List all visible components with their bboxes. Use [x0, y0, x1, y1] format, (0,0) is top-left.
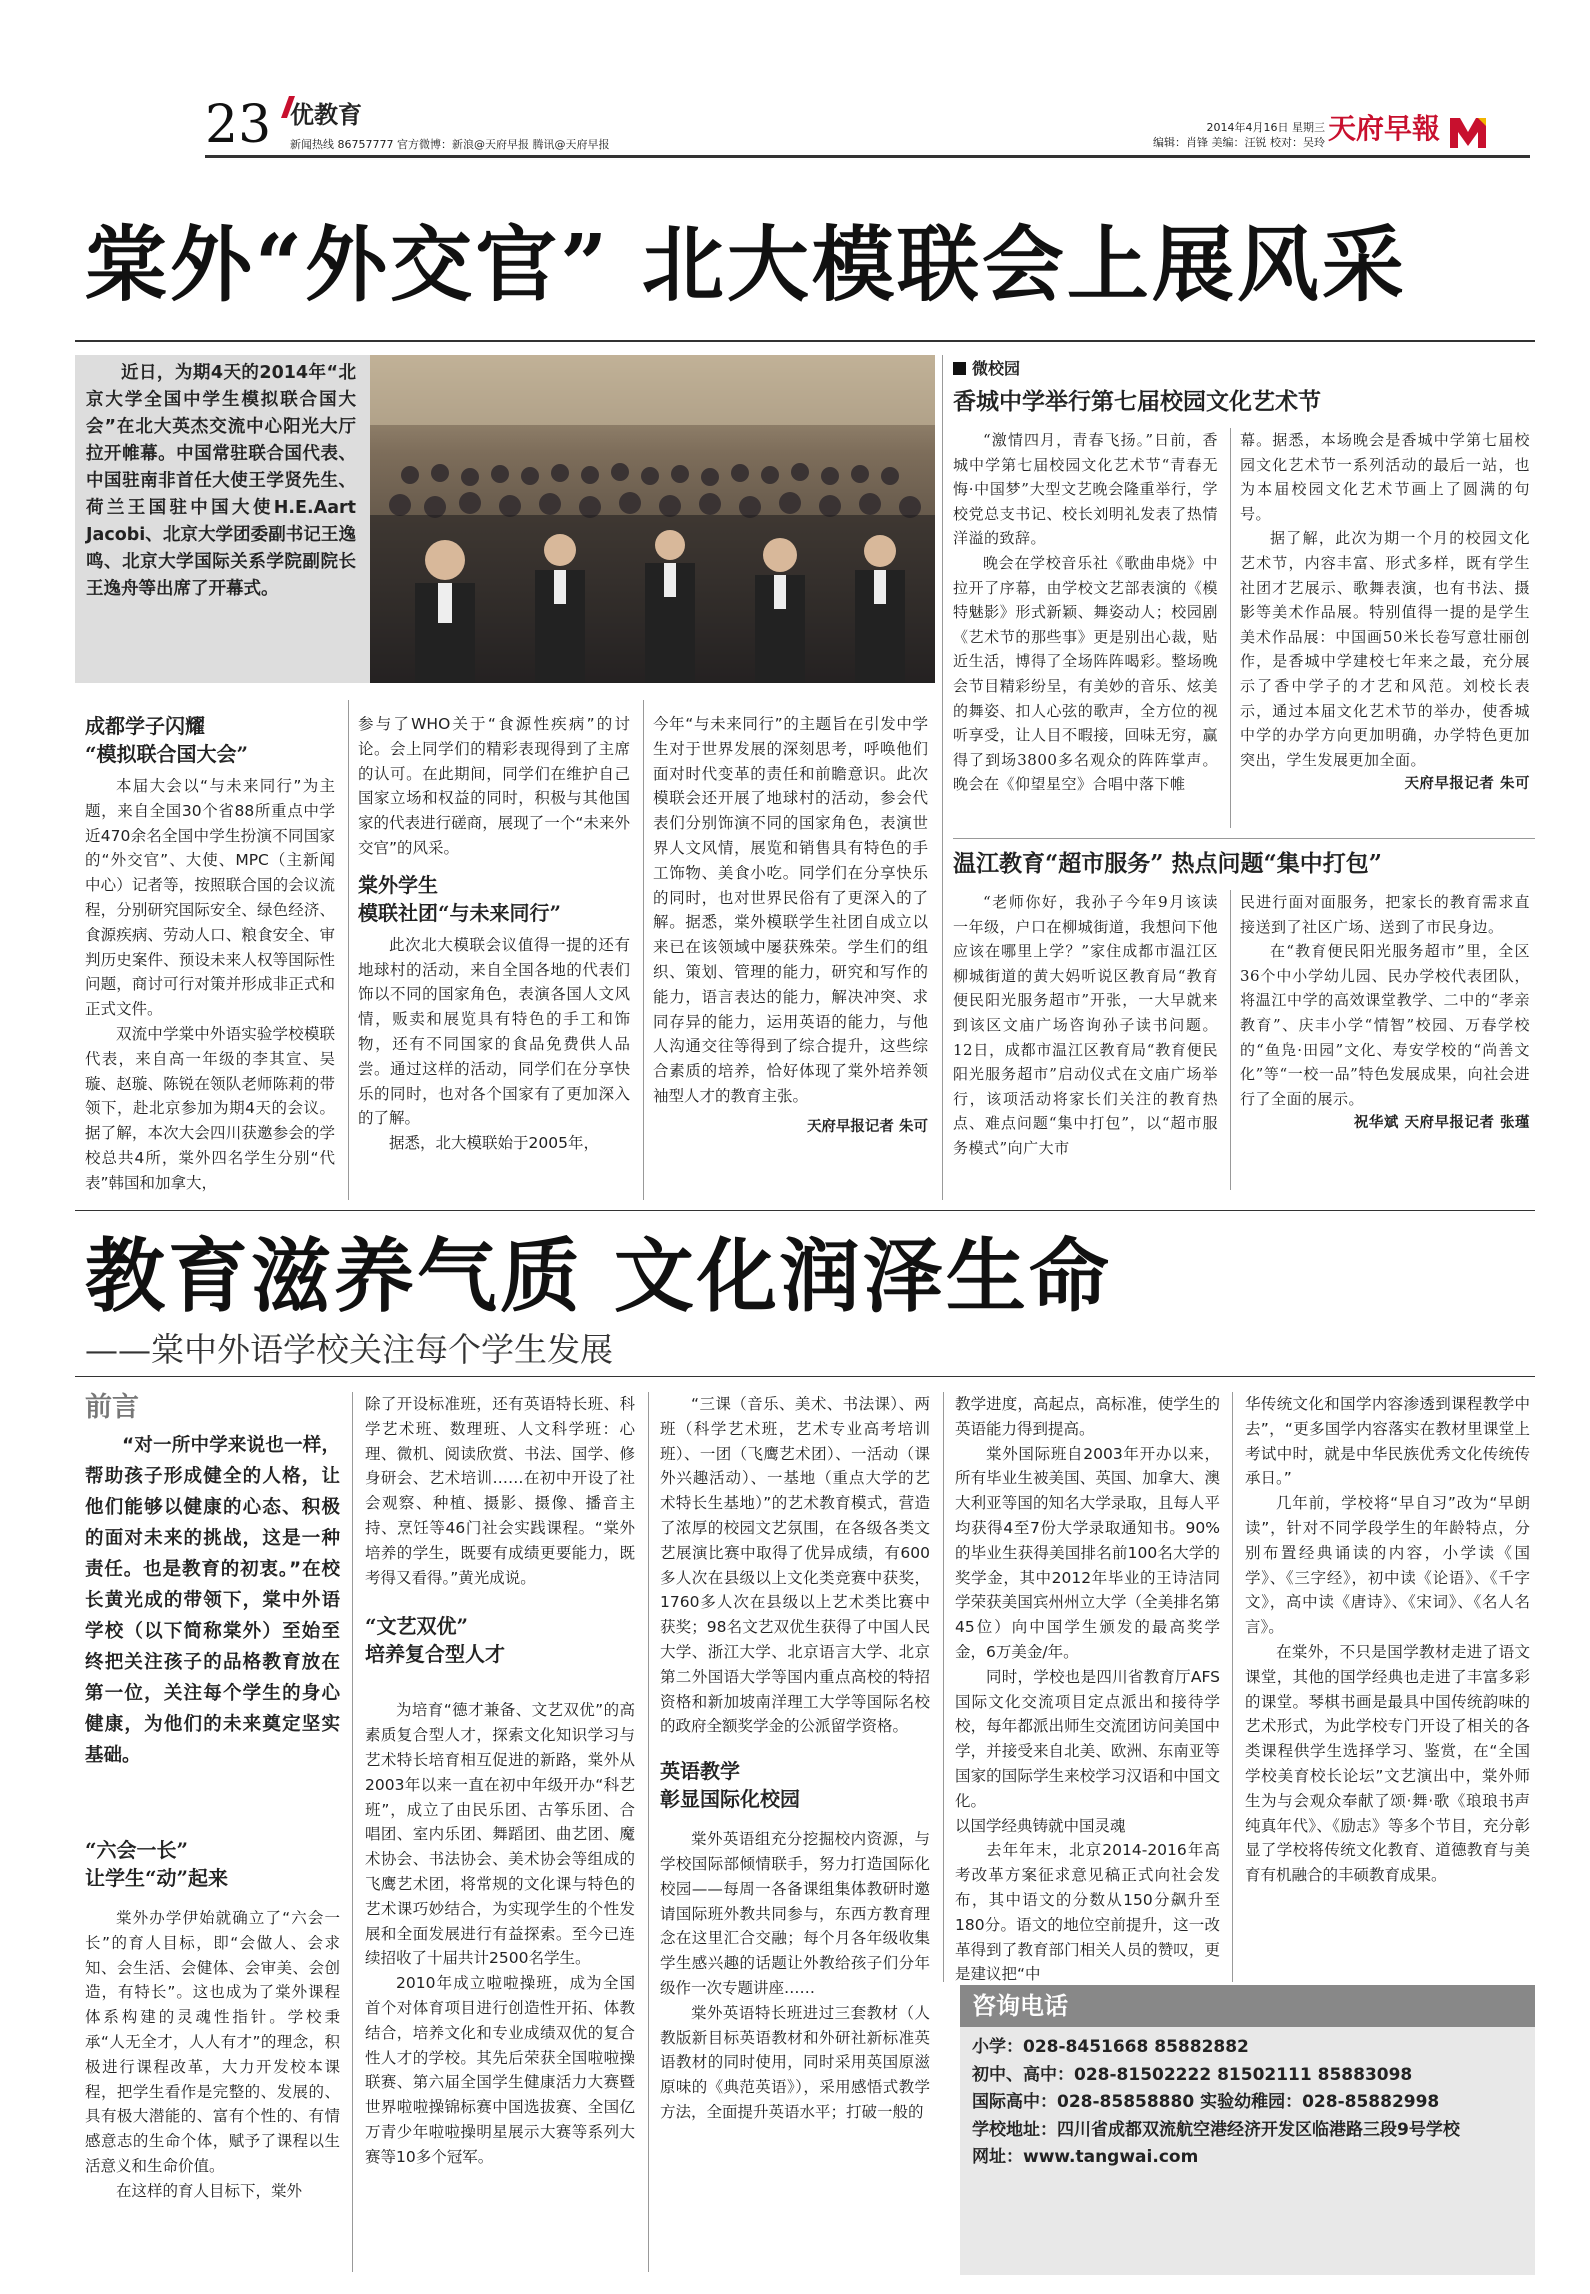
- article2-column-4: [955, 1392, 1220, 1987]
- subhead: 模联社团“与未来同行”: [358, 900, 562, 925]
- paragraph: “三课（音乐、美术、书法课）、两班（科学艺术班，艺术专业高考培训班）、一团（飞鹰艺术团）、一活动（课外兴趣活动）、一基地（重点大学的艺术特长生基地）”的艺术教育模式，营造了浓厚的校园文艺氛围，在各级各类文艺展演比赛中取得了优异成绩，有600多人次在县级以上文化类竞赛中获奖，1760多人次在县级以上艺术类比赛中获奖；98名文艺双优生获得了中国人民大学、浙江大学、北京语言大学、北京第二外国语大学等国内重点高校的特招资格和新加坡南洋理工大学等国际名校的政府全额奖学金的公派留学资格。: [660, 1395, 930, 1736]
- paragraph: 棠外英语组充分挖掘校内资源，与学校国际部倾情联手，努力打造国际化校园——每周一各备课组集体教研时邀请国际班外教共同参与，东西方教育理念在这里汇合交融；每个月各年级收集学生感兴趣的话题让外教给孩子们分年级作一次专题讲座……: [660, 1830, 930, 1997]
- byline: 天府早报记者 朱可: [806, 1118, 928, 1135]
- micro-campus-tag: 微校园: [953, 358, 1020, 380]
- paragraph: 晚会在学校音乐社《歌曲串烧》中拉开了序幕，由学校文艺部表演的《模特魅影》形式新颖、舞姿动人；校园剧《艺术节的那些事》更是别出心裁，贴近生活，博得了全场阵阵喝彩。整场晚会节目精彩纷呈，有美妙的音乐、炫美的舞姿、扣人心弦的歌声，全方位的视听享受，让人目不暇接，回味无穷，赢得了到场3800多名观众的阵阵掌声。晚会在《仰望星空》合唱中落下帷: [953, 553, 1218, 794]
- article1-column-3: [653, 712, 928, 1140]
- paragraph: 华传统文化和国学内容渗透到课程教学中去”，“更多国学内容落实在教材里课堂上考试中时，就是中华民族优秀文化传统传承日。”: [1245, 1395, 1530, 1488]
- subhead: 彰显国际化校园: [660, 1787, 800, 1812]
- column-divider: [1232, 1392, 1233, 1982]
- column-divider: [943, 1392, 944, 1982]
- column-divider: [942, 355, 943, 1200]
- wenjiang-title: 温江教育“超市服务” 热点问题“集中打包”: [953, 850, 1382, 877]
- lead-paragraph: 近日，为期4天的2014年“北京大学全国中学生模拟联合国大会”在北大英杰交流中心阳光大厅拉开帷幕。中国常驻联合国代表、中国驻南非首任大使王学贤先生、荷兰王国驻中国大使H.E.Aart Jacobi、北京大学团委副书记王逸鸣、北京大学国际关系学院副院长王逸舟等出席了开幕式。: [86, 363, 356, 599]
- subhead: 让学生“动”起来: [85, 1866, 229, 1890]
- header-rule: [205, 155, 1530, 158]
- subhead: “模拟联合国大会”: [85, 742, 249, 766]
- page-number: 23: [205, 95, 272, 155]
- paragraph: 在“教育便民阳光服务超市”里，全区36个中小学幼儿园、民办学校代表团队，将温江中学的高效课堂教学、二中的“孝亲教育”、庆丰小学“情智”校园、万春学校的“鱼凫·田园”文化、寿安学校的“尚善文化”等“一校一品”特色发展成果，向社会进行了全面的展示。: [1240, 942, 1530, 1108]
- paragraph: 在棠外，不只是国学教材走进了语文课堂，其他的国学经典也走进了丰富多彩的课堂。琴棋书画是最具中国传统韵味的艺术形式，为此学校专门开设了相关的各类课程供学生选择学习、鉴赏，在“全国学校美育校长论坛”文艺演出中，棠外师生为与会观众奉献了颂·舞·歌《琅琅书声纯真年代》、《励志》等多个节目，充分彰显了学校将传统文化教育、道德教育与美育有机融合的丰硕教育成果。: [1245, 1642, 1530, 1885]
- paragraph: 棠外国际班自2003年开办以来，所有毕业生被美国、英国、加拿大、澳大利亚等国的知名大学录取，且每人平均获得4至7份大学录取通知书。90%的毕业生获得美国排名前100名大学的奖学金，其中2012年毕业的王诗洁同学荣获美国宾州州立大学（全美排名第45位）向中国学生颁发的最高奖学金，6万美金/年。: [955, 1444, 1220, 1661]
- paragraph: 为培育“德才兼备、文艺双优”的高素质复合型人才，探索文化知识学习与艺术特长培育相互促进的新路，棠外从2003年以来一直在初中年级开办“科艺班”，成立了由民乐团、古筝乐团、合唱团、室内乐团、舞蹈团、曲艺团、魔术协会、书法协会、美术协会等组成的飞鹰艺术团，将常规的文化课与特色的艺术课巧妙结合，为实现学生的个性发展和全面发展进行有益探索。至今已连续招收了十届共计2500名学生。: [365, 1701, 635, 1968]
- paragraph: 民进行面对面服务，把家长的教育需求直接送到了社区广场、送到了市民身边。: [1240, 893, 1530, 936]
- brand-m-icon: [1448, 114, 1488, 150]
- contact-line: 初中、高中：028-81502222 81502111 85883098: [972, 2064, 1413, 2085]
- section-divider: [75, 1210, 1535, 1211]
- conference-photo-illustration: [370, 355, 935, 683]
- paragraph: 据悉，北大模联始于2005年，: [389, 1134, 599, 1153]
- article1-column-2: [358, 712, 630, 1156]
- preface-quote: “对一所中学来说也一样，帮助孩子形成健全的人格，让他们能够以健康的心态、积极的面对未来的挑战，这是一种责任。也是教育的初衷。”在校长黄光成的带领下，棠中外语学校（以下简称棠外）至始至终把关注孩子的品格教育放在第一位，关注每个学生的身心健康，为他们的未来奠定坚实基础。: [85, 1435, 340, 1766]
- editors-line: 编辑：肖锋 美编：汪锐 校对：吴玲: [1153, 136, 1325, 149]
- paragraph: 在这样的育人目标下，棠外: [116, 2181, 303, 2200]
- contact-details: [972, 2034, 1532, 2172]
- contact-line: 国际高中：028-85858880 实验幼稚园：028-85882998: [972, 2092, 1440, 2112]
- subhead: 成都学子闪耀: [85, 714, 205, 738]
- paragraph: 参与了WHO关于“食源性疾病”的讨论。会上同学们的精彩表现得到了主席的认可。在此期间，同学们在维护自己国家立场和权益的同时，积极与其他国家的代表进行磋商，展现了一个“未来外交官”的风采。: [358, 715, 630, 857]
- date-line: 2014年4月16日 星期三: [1206, 121, 1325, 134]
- headline-rule: [75, 1376, 1535, 1377]
- header-meta: [1153, 120, 1325, 150]
- headline-rule: [75, 340, 1535, 342]
- contact-line: 小学：028-8451668 85882882: [972, 2037, 1249, 2057]
- article2-column-2: [365, 1392, 635, 2170]
- inline-subhead: 以国学经典铸就中国灵魂: [955, 1816, 1126, 1835]
- subhead: “六会一长”: [85, 1838, 189, 1862]
- paragraph: 同时，学校也是四川省教育厅AFS国际文化交流项目定点派出和接待学校，每年都派出师生交流团访问美国中学，并接受来自北美、欧洲、东南亚等国家的国际学生来校学习汉语和中国文化。: [955, 1667, 1220, 1810]
- paragraph: 此次北大模联会议值得一提的还有地球村的活动，来自全国各地的代表们饰以不同的国家角色，表演各国人文风情，贩卖和展览具有特色的手工和饰物，还有不同国家的食品免费供人品尝。通过这样的活动，同学们在分享快乐的同时，也对各个国家有了更加深入的了解。: [358, 935, 630, 1128]
- micro-campus-column-1: [953, 428, 1218, 797]
- contact-title: 咨询电话: [960, 1985, 1535, 2027]
- paragraph: 双流中学棠中外语实验学校模联代表，来自高一年级的李其宣、吴璇、赵璇、陈锐在领队老师陈莉的带领下，赴北京参加为期4天的会议。据了解，本次大会四川获邀参会的学校总共4所，棠外四名学生分别“代表”韩国和加拿大，: [85, 1024, 335, 1192]
- column-divider: [348, 700, 349, 1200]
- paragraph: 据了解，此次为期一个月的校园文化艺术节，内容丰富、形式多样，既有学生社团才艺展示、歌舞表演，也有书法、摄影等美术作品展。特别值得一提的是学生美术作品展：中国画50米长卷写意壮丽创作，是香城中学建校七年来之最，充分展示了香中学子的才艺和风范。刘校长表示，通过本届文化艺术节的举办，使香城中学的办学方向更加明确，办学特色更加突出，学生发展更加全面。: [1240, 529, 1530, 769]
- wenjiang-column-2: [1240, 890, 1530, 1136]
- paragraph: 去年年末，北京2014-2016年高考改革方案征求意见稿正式向社会发布，其中语文的分数从150分飙升至180分。语文的地位空前提升，这一改革得到了教育部门相关人员的赞叹，更是建议把“中: [955, 1841, 1220, 1984]
- column-divider: [352, 1392, 353, 2272]
- subhead: “文艺双优”: [365, 1614, 469, 1639]
- paragraph: 几年前，学校将“早自习”改为“早朗读”，针对不同学段学生的年龄特点，分别布置经典诵读的内容，小学读《国学》、《三字经》，初中读《论语》、《千字文》，高中读《唐诗》、《宋词》、《名人名言》。: [1245, 1494, 1530, 1637]
- paragraph: 棠外英语特长班进过三套教材（人教版新目标英语教材和外研社新标准英语教材的同时使用，同时采用英国原滋原味的《典范英语》），采用感悟式教学方法，全面提升英语水平；打破一般的: [660, 2003, 930, 2121]
- paragraph: 棠外办学伊始就确立了“六会一长”的育人目标，即“会做人、会求知、会生活、会健体、会审美、会创造，有特长”。这也成为了棠外课程体系构建的灵魂性指针。学校秉承“人无全才，人人有才”的理念，积极进行课程改革，大力开发校本课程，把学生看作是完整的、发展的、具有极大潜能的、富有个性的、有情感意志的生命个体，赋予了课程以生活意义和生命价值。: [85, 1909, 340, 2175]
- paragraph: 幕。据悉，本场晚会是香城中学第七届校园文化艺术节一系列活动的最后一站，也为本届校园文化艺术节画上了圆满的句号。: [1240, 431, 1530, 523]
- article2-column-1: [85, 1836, 340, 2204]
- square-bullet-icon: [953, 362, 966, 375]
- article-headline: 棠外“外交官” 北大模联会上展风采: [85, 217, 1407, 313]
- article1-column-1: [85, 712, 335, 1196]
- brand-logo-text: 天府早報: [1328, 112, 1441, 145]
- wenjiang-column-1: [953, 890, 1218, 1161]
- contact-address: 学校地址：四川省成都双流航空港经济开发区临港路三段9号学校: [972, 2119, 1460, 2140]
- paragraph: “老师你好，我孙子今年9月该读一年级，户口在柳城街道，我想问下他应该在哪里上学？”家住成都市温江区柳城街道的黄大妈听说区教育局“教育便民阳光服务超市”开张，一大早就来到该区文庙广场咨询孙子读书问题。12日，成都市温江区教育局“教育便民阳光服务超市”启动仪式在文庙广场举行，该项活动将家长们关注的教育热点、难点问题“集中打包”，以“超市服务模式”向广大市: [953, 893, 1218, 1157]
- contact-website: 网址：www.tangwai.com: [972, 2147, 1199, 2167]
- subhead: 英语教学: [660, 1759, 740, 1784]
- paragraph: 今年“与未来同行”的主题旨在引发中学生对于世界发展的深刻思考，呼唤他们面对时代变革的责任和前瞻意识。此次模联会还开展了地球村的活动，参会代表们分别饰演不同的国家角色，表演世界人文风情，展览和销售具有特色的手工饰物、美食小吃。同学们在分享快乐的同时，也对世界民俗有了更深入的了解。据悉，棠外模联学生社团自成立以来已在该领域中屡获殊荣。学生们的组织、策划、管理的能力，研究和写作的能力，语言表达的能力，解决冲突、求同存异的能力，运用英语的能力，与他人沟通交往等得到了综合提升，这些综合素质的培养，恰好体现了棠外培养领袖型人才的教育主张。: [653, 715, 928, 1105]
- byline: 祝华斌 天府早报记者 张瑾: [1353, 1115, 1530, 1132]
- subhead: 培养复合型人才: [365, 1642, 505, 1667]
- article2-headline: 教育滋养气质 文化润泽生命: [85, 1229, 1112, 1323]
- paragraph: 除了开设标准班，还有英语特长班、科学艺术班、数理班、人文科学班：心理、微机、阅读欣赏、书法、国学、修身研会、艺术培训……在初中开设了社会观察、种植、摄影、摄像、播音主持、烹饪等46门社会实践课程。“棠外培养的学生，既要有成绩更要能力，既考得又看得。”黄光成说。: [365, 1395, 635, 1587]
- column-divider: [648, 1392, 649, 2272]
- column-divider: [1230, 890, 1231, 1190]
- article2-subheadline: ——棠中外语学校关注每个学生发展: [85, 1330, 613, 1369]
- conference-photo: [370, 355, 935, 683]
- column-divider: [1230, 428, 1231, 828]
- section-title: 优教育: [290, 101, 362, 129]
- article2-column-5: [1245, 1392, 1530, 1888]
- column-divider: [643, 700, 644, 1200]
- subhead: 棠外学生: [358, 872, 438, 897]
- paragraph: 教学进度，高起点，高标准，使学生的英语能力得到提高。: [955, 1395, 1220, 1438]
- section-divider: [953, 838, 1535, 839]
- preface-label: 前言: [85, 1392, 139, 1423]
- article2-column-3: [660, 1392, 930, 2125]
- paragraph: “激情四月，青春飞扬。”日前，香城中学第七届校园文化艺术节“青春无悔·中国梦”大型文艺晚会隆重举行，学校党总支书记、校长刘明礼发表了热情洋溢的致辞。: [953, 431, 1218, 548]
- byline: 天府早报记者 朱可: [1404, 776, 1530, 793]
- paragraph: 2010年成立啦啦操班，成为全国首个对体育项目进行创造性开拓、体教结合，培养文化和专业成绩双优的复合性人才的学校。其先后荣获全国啦啦操联赛、第六届全国学生健康活力大赛暨世界啦啦操锦标赛中国选拔赛、全国亿万青少年啦啦操明星展示大赛等系列大赛等10多个冠军。: [365, 1974, 635, 2166]
- micro-campus-column-2: [1240, 428, 1530, 797]
- micro-campus-title: 香城中学举行第七届校园文化艺术节: [953, 388, 1321, 415]
- paragraph: 本届大会以“与未来同行”为主题，来自全国30个省88所重点中学近470余名全国中学生扮演不同国家的“外交官”、大使、MPC（主新闻中心）记者等，按照联合国的会议流程，分别研究国际安全、绿色经济、食源疾病、劳动人口、粮食安全、审判历史案件、预设未来人权等国际性问题，商讨可行对策并形成非正式和正式文件。: [85, 777, 335, 1019]
- hotline: 新闻热线 86757777 官方微博：新浪@天府早报 腾讯@天府早报: [290, 138, 610, 151]
